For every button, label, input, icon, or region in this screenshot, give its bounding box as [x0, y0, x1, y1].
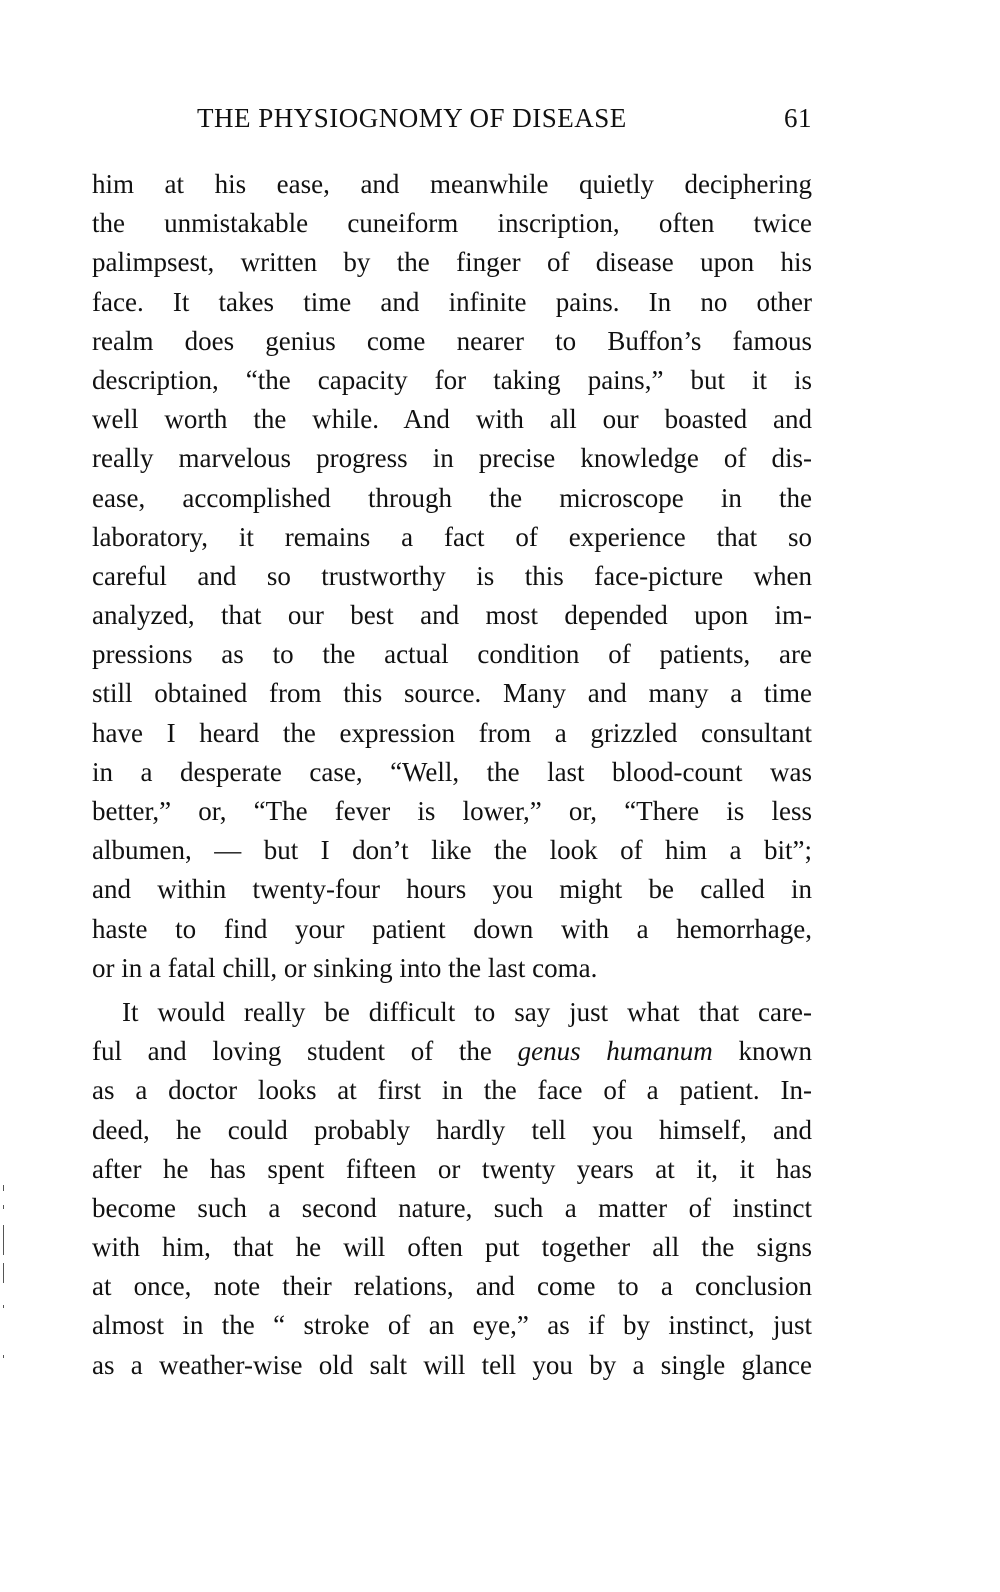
- page-number: 61: [784, 103, 812, 133]
- text-line: him at his ease, and meanwhile quietly deciphering: [92, 169, 812, 199]
- text-line: analyzed, that our best and most depended upon im-: [92, 600, 812, 631]
- text-line: as a doctor looks at first in the face of a patient. In-: [92, 1075, 812, 1106]
- scan-speck: [3, 1305, 4, 1308]
- text-line: or in a fatal chill, or sinking into the last coma.: [92, 952, 598, 983]
- chapter-title: THE PHYSIOGNOMY OF DISEASE: [197, 103, 627, 133]
- text-line: careful and so trustworthy is this face-picture when: [92, 560, 812, 591]
- paragraph-1: [92, 165, 812, 988]
- text-line: still obtained from this source. Many and many a time: [92, 678, 812, 709]
- running-head: [92, 103, 812, 139]
- text-line: after he has spent fifteen or twenty years at it, it has: [92, 1153, 812, 1184]
- text-line: ease, accomplished through the microscope in the: [92, 482, 812, 513]
- text-line: as a weather-wise old salt will tell you by a single glance: [92, 1349, 812, 1380]
- scan-speck: [3, 1355, 4, 1358]
- text-line: the unmistakable cuneiform inscription, often twice: [92, 208, 812, 239]
- scan-speck: [3, 1225, 4, 1255]
- text-line: almost in the “ stroke of an eye,” as if by instinct, just: [92, 1310, 812, 1341]
- text-line: It would really be difficult to say just what that care-: [122, 996, 812, 1027]
- body-text: [92, 165, 812, 1385]
- text-line: albumen, — but I don’t like the look of him a bit”;: [92, 835, 812, 866]
- scan-speck: [3, 1263, 4, 1283]
- text-line: at once, note their relations, and come to a conclusion: [92, 1271, 812, 1302]
- text-line: well worth the while. And with all our boasted and: [92, 404, 812, 435]
- scan-margin-marks: [0, 1185, 8, 1445]
- text-line: better,” or, “The fever is lower,” or, “There is less: [92, 796, 812, 826]
- scan-speck: [3, 1205, 4, 1209]
- paragraph-2: [92, 993, 812, 1385]
- text-run: ful and loving student of the: [92, 1036, 518, 1067]
- text-line: [92, 1032, 812, 1071]
- text-line: face. It takes time and infinite pains. In no other: [92, 286, 812, 317]
- text-line: haste to find your patient down with a hemorrhage,: [92, 913, 812, 944]
- text-line: laboratory, it remains a fact of experience that so: [92, 521, 812, 552]
- italic-term: genus humanum: [517, 1036, 713, 1067]
- text-line: become such a second nature, such a matter of instinct: [92, 1192, 812, 1223]
- text-run: known: [712, 1036, 813, 1067]
- scan-speck: [3, 1185, 4, 1191]
- text-line: pressions as to the actual condition of patients, are: [92, 639, 812, 670]
- text-line: palimpsest, written by the finger of disease upon his: [92, 247, 812, 278]
- text-line: description, “the capacity for taking pains,” but it is: [92, 364, 812, 395]
- text-line: and within twenty-four hours you might be called in: [92, 874, 812, 905]
- text-line: realm does genius come nearer to Buffon’s famous: [92, 325, 812, 356]
- text-line: deed, he could probably hardly tell you himself, and: [92, 1114, 812, 1145]
- text-line: in a desperate case, “Well, the last blood-count was: [92, 756, 812, 787]
- text-line: have I heard the expression from a grizzled consultant: [92, 717, 812, 748]
- text-line: really marvelous progress in precise knowledge of dis-: [92, 443, 812, 474]
- text-line: with him, that he will often put together all the signs: [92, 1232, 812, 1263]
